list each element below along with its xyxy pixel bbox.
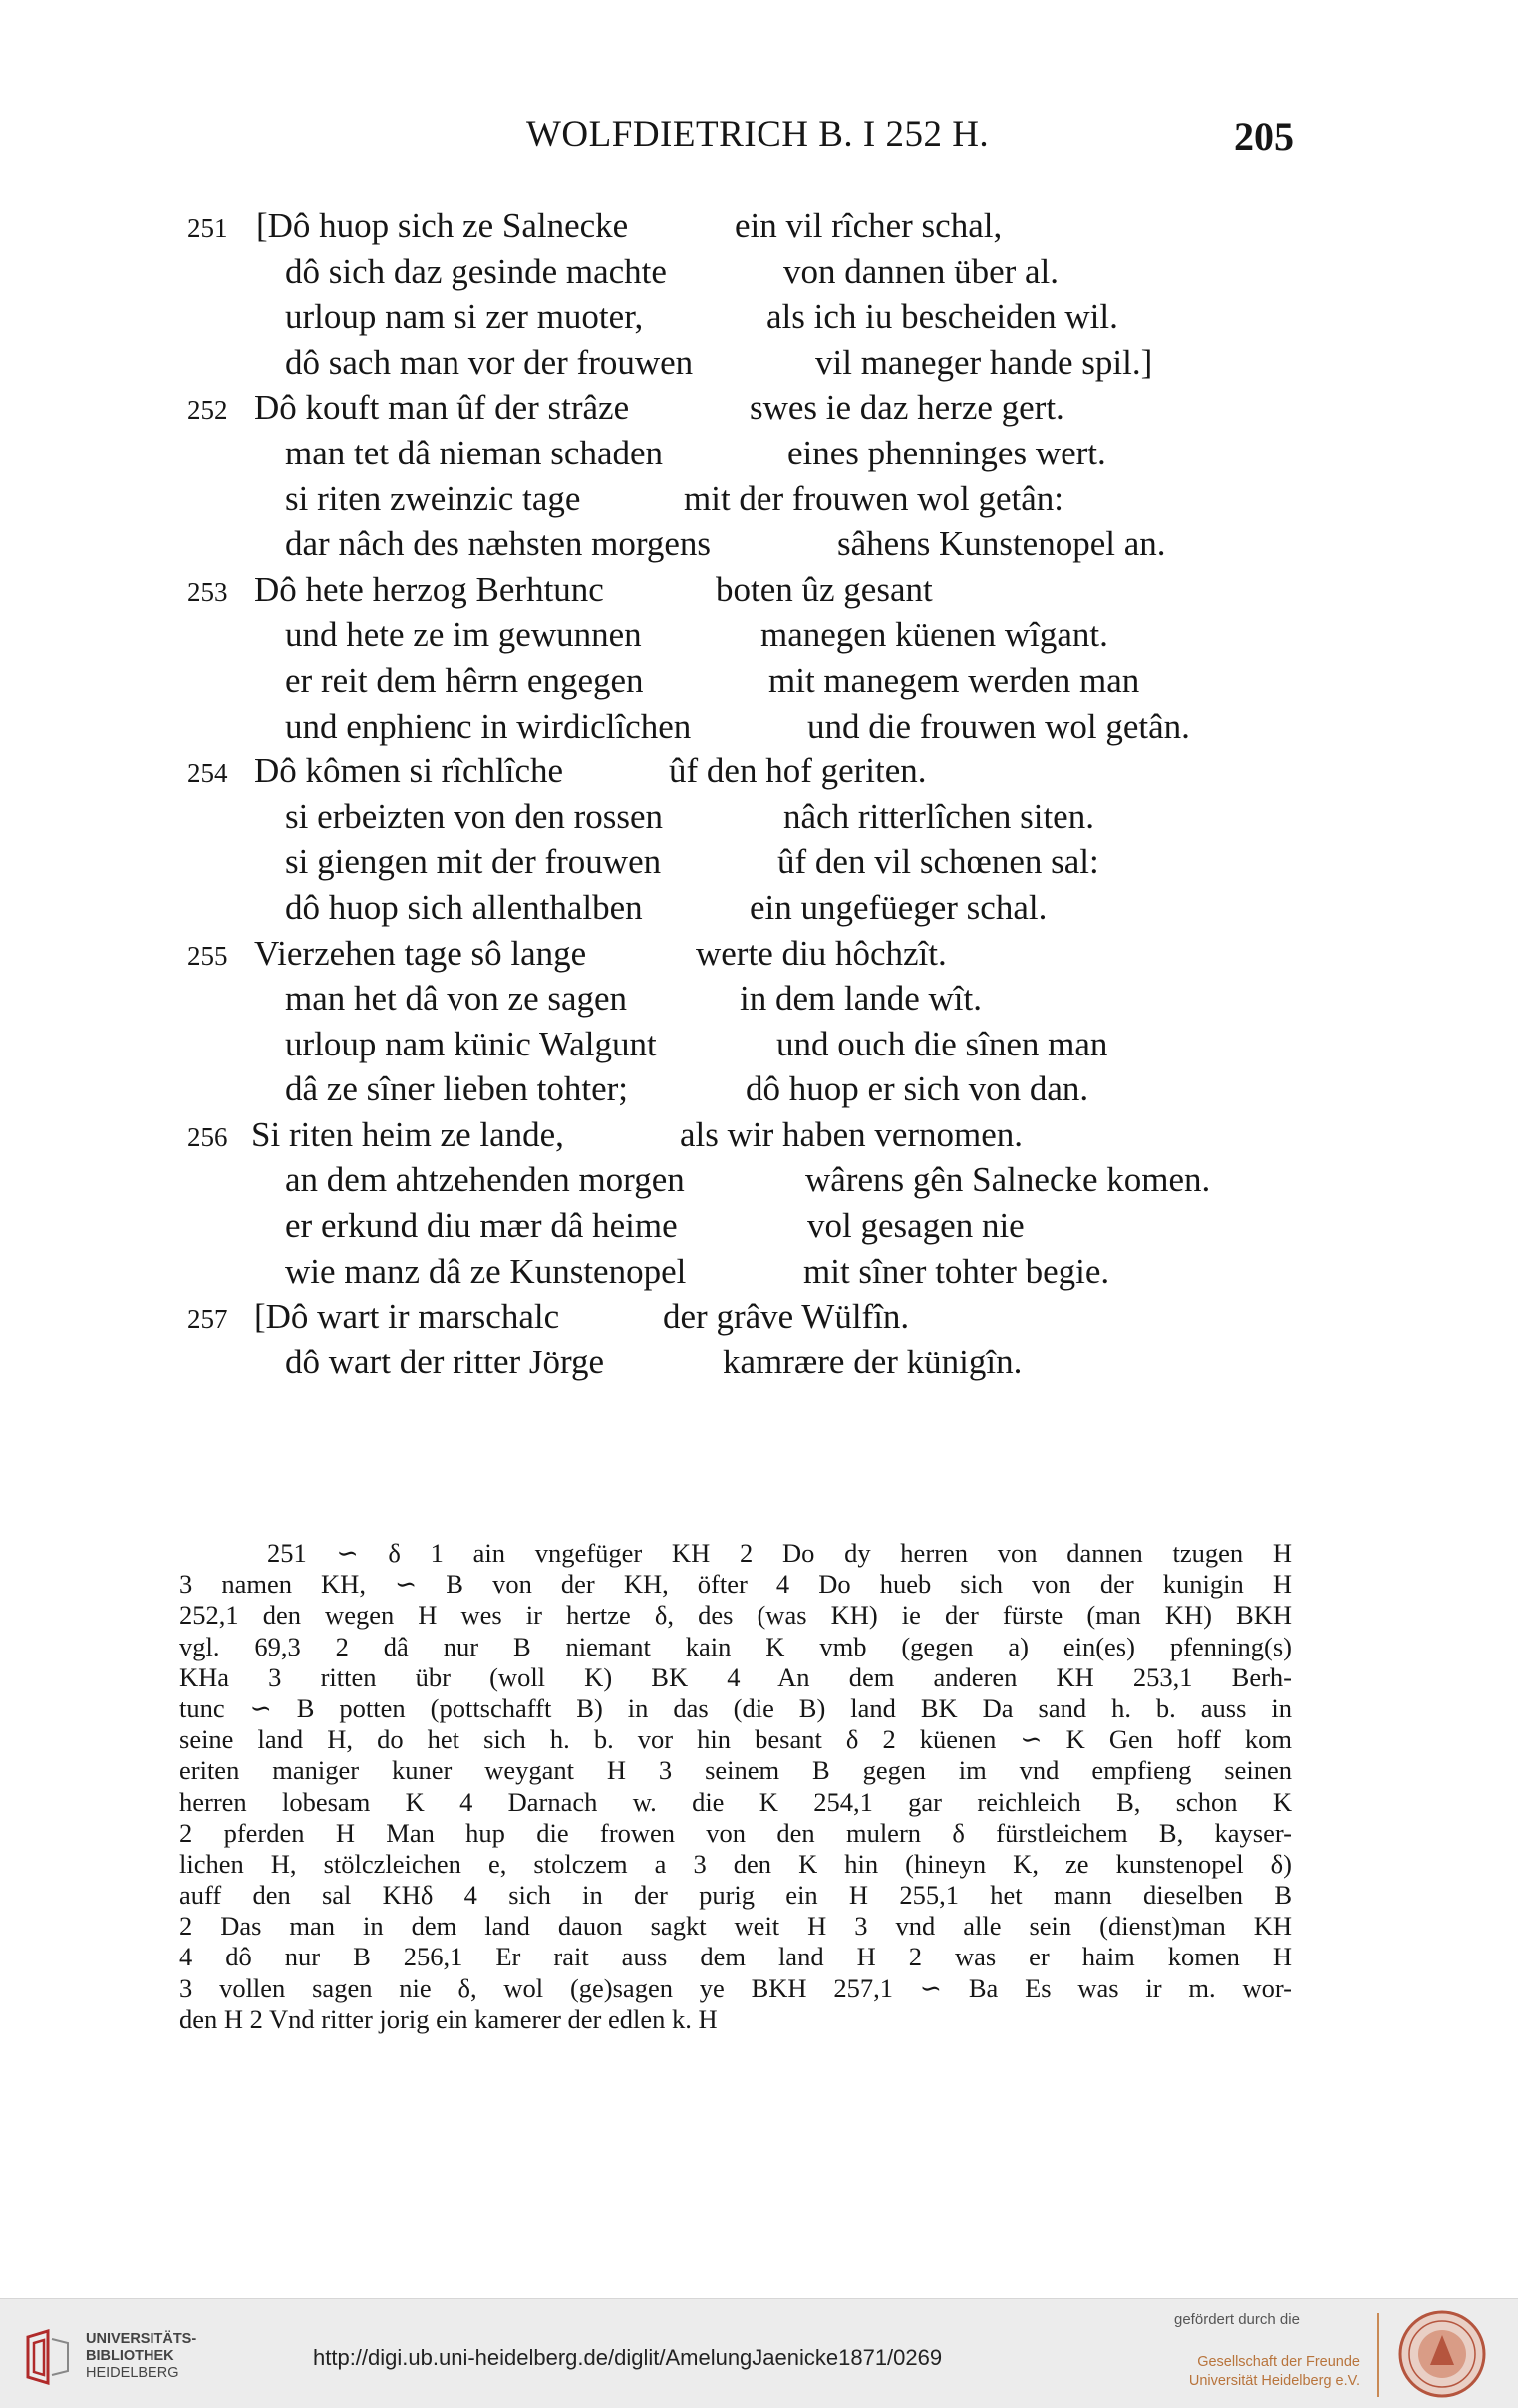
verse-second-half: der grâve Wülfîn.: [663, 1297, 910, 1337]
apparatus-line: vgl. 69,3 2 dâ nur B niemant kain K vmb (gegen a) ein(es) pfenning(s): [179, 1631, 1292, 1661]
verse-line: [0, 249, 1518, 295]
verse-first-half: wie manz dâ ze Kunstenopel: [285, 1251, 687, 1291]
verse-line: [0, 476, 1518, 522]
verse-line: [0, 794, 1518, 840]
apparatus-line: KHa 3 ritten übr (woll K) BK 4 An dem anderen KH 253,1 Berh-: [179, 1661, 1292, 1692]
library-name: [86, 2331, 196, 2382]
verse-second-half: vil maneger hande spil.]: [815, 342, 1153, 382]
viewer-footer: [0, 2298, 1518, 2408]
verse-second-half: werte diu hôchzît.: [696, 933, 947, 973]
verse-second-half: in dem lande wît.: [740, 979, 983, 1019]
apparatus-line: 4 dô nur B 256,1 Er rait auss dem land H 2 was er haim komen H: [179, 1942, 1292, 1972]
apparatus-line: auff den sal KHδ 4 sich in der purig ein H 255,1 het mann dieselben B: [179, 1880, 1292, 1911]
verse-first-half: Dô hete herzog Berhtunc: [254, 569, 604, 609]
verse-second-half: swes ie daz herze gert.: [750, 388, 1064, 428]
verse-first-half: dô huop sich allenthalben: [285, 887, 643, 927]
apparatus-line: eriten maniger kuner weygant H 3 seinem B gegen im vnd empfieng seinen: [179, 1755, 1292, 1786]
verse-first-half: si erbeizten von den rossen: [285, 796, 664, 836]
verse-line: [0, 521, 1518, 567]
verse-second-half: vol gesagen nie: [807, 1206, 1025, 1246]
stanza-number: 251: [187, 213, 228, 243]
apparatus-line: 3 namen KH, ∽ B von der KH, öfter 4 Do hueb sich von der kunigin H: [179, 1569, 1292, 1600]
verse-line: [0, 1022, 1518, 1067]
verse-line: [0, 1249, 1518, 1295]
sponsor-divider: [1377, 2313, 1379, 2397]
verse-first-half: dâ ze sîner lieben tohter;: [285, 1069, 629, 1109]
verse-line: [0, 203, 1518, 249]
verse-second-half: und ouch die sînen man: [776, 1024, 1108, 1063]
stanza-number: 252: [187, 395, 228, 426]
verse-first-half: si giengen mit der frouwen: [285, 842, 662, 882]
verse-line: [0, 885, 1518, 931]
verse-line: [0, 704, 1518, 750]
critical-apparatus: [179, 1538, 1292, 2035]
stanza-number: 253: [187, 576, 228, 607]
stanza-number: 254: [187, 758, 228, 789]
verse-second-half: mit manegem werden man: [768, 660, 1140, 700]
verse-line: [0, 612, 1518, 658]
verse-first-half: und enphienc in wirdiclîchen: [285, 706, 692, 746]
apparatus-line: seine land H, do het sich h. b. vor hin besant δ 2 küenen ∽ K Gen hoff kom: [179, 1724, 1292, 1755]
verse-second-half: kamrære der künigîn.: [723, 1342, 1023, 1381]
verse-second-half: ûf den hof geriten.: [669, 752, 927, 791]
verse-first-half: Vierzehen tage sô lange: [254, 933, 587, 973]
verse-second-half: mit sîner tohter begie.: [803, 1251, 1110, 1291]
verse-second-half: dô huop er sich von dan.: [746, 1069, 1089, 1109]
verse-line: [0, 1340, 1518, 1385]
verse-second-half: manegen küenen wîgant.: [760, 615, 1108, 655]
verse-line: [0, 658, 1518, 704]
verse-line: [0, 431, 1518, 476]
university-seal-icon: [1397, 2309, 1487, 2399]
verse-first-half: si riten zweinzic tage: [285, 478, 581, 518]
running-title: WOLFDIETRICH B. I 252 H.: [526, 114, 990, 154]
verse-second-half: ûf den vil schœnen sal:: [777, 842, 1099, 882]
verse-line: [0, 1066, 1518, 1112]
verse-text: [0, 203, 1518, 1384]
stanza-number: 257: [187, 1304, 228, 1335]
library-name-line1: UNIVERSITÄTS-: [86, 2331, 197, 2347]
apparatus-line: herren lobesam K 4 Darnach w. die K 254,1 gar reichleich B, schon K: [179, 1786, 1292, 1817]
verse-first-half: Dô kouft man ûf der strâze: [254, 388, 630, 428]
apparatus-line: lichen H, stölczleichen e, stolczem a 3 den K hin (hineyn K, ze kunstenopel δ): [179, 1848, 1292, 1879]
sponsor-label: gefördert durch die: [1174, 2311, 1300, 2328]
verse-first-half: man het dâ von ze sagen: [285, 979, 628, 1019]
stanza-number: 256: [187, 1121, 228, 1152]
sponsor-name-line1: Gesellschaft der Freunde: [1197, 2354, 1360, 2370]
apparatus-line: 252,1 den wegen H wes ir hertze δ, des (was KH) ie der fürste (man KH) BKH: [179, 1600, 1292, 1631]
apparatus-line: 2 Das man in dem land dauon sagkt weit H 3 vnd alle sein (dienst)man KH: [179, 1911, 1292, 1942]
verse-line: [0, 839, 1518, 885]
verse-second-half: eines phenninges wert.: [787, 433, 1106, 472]
verse-first-half: dô sich daz gesinde machte: [285, 251, 667, 291]
sponsor-name: [1174, 2353, 1360, 2391]
verse-line: [0, 567, 1518, 613]
verse-first-half: dar nâch des næhsten morgens: [285, 524, 712, 564]
verse-line: [0, 749, 1518, 794]
stanza-number: 255: [187, 940, 228, 971]
library-name-line3: HEIDELBERG: [86, 2365, 179, 2381]
verse-first-half: urloup nam künic Walgunt: [285, 1024, 657, 1063]
verse-first-half: er erkund diu mær dâ heime: [285, 1206, 678, 1246]
verse-first-half: er reit dem hêrrn engegen: [285, 660, 644, 700]
verse-second-half: ein vil rîcher schal,: [735, 206, 1003, 245]
verse-line: [0, 931, 1518, 977]
sponsor-name-line2: Universität Heidelberg e.V.: [1188, 2373, 1360, 2389]
verse-second-half: ein ungefüeger schal.: [750, 887, 1048, 927]
page-header: [0, 113, 1518, 162]
apparatus-line: 251 ∽ δ 1 ain vngefüger KH 2 Do dy herren von dannen tzugen H: [267, 1538, 1292, 1568]
apparatus-line: 2 pferden H Man hup die frowen von den mulern δ fürstleichem B, kayser-: [179, 1817, 1292, 1848]
verse-second-half: nâch ritterlîchen siten.: [783, 796, 1094, 836]
verse-line: [0, 1112, 1518, 1158]
verse-first-half: an dem ahtzehenden morgen: [285, 1160, 685, 1200]
verse-first-half: urloup nam si zer muoter,: [285, 297, 644, 337]
apparatus-line: den H 2 Vnd ritter jorig ein kamerer der edlen k. H: [179, 2003, 718, 2034]
verse-line: [0, 976, 1518, 1022]
apparatus-line: tunc ∽ B potten (pottschafft B) in das (die B) land BK Da sand h. b. auss in: [179, 1692, 1292, 1723]
library-name-line2: BIBLIOTHEK: [86, 2348, 174, 2364]
verse-first-half: dô wart der ritter Jörge: [285, 1342, 605, 1381]
verse-line: [0, 1203, 1518, 1249]
verse-line: [0, 385, 1518, 431]
apparatus-line: 3 vollen sagen nie δ, wol (ge)sagen ye BKH 257,1 ∽ Ba Es was ir m. wor-: [179, 1972, 1292, 2003]
verse-second-half: sâhens Kunstenopel an.: [837, 524, 1166, 564]
verse-first-half: man tet dâ nieman schaden: [285, 433, 664, 472]
page-number: 205: [1234, 114, 1294, 158]
verse-second-half: mit der frouwen wol getân:: [684, 478, 1064, 518]
permalink-url[interactable]: http://digi.ub.uni-heidelberg.de/diglit/AmelungJaenicke1871/0269: [313, 2345, 943, 2370]
verse-second-half: von dannen über al.: [783, 251, 1060, 291]
verse-second-half: und die frouwen wol getân.: [807, 706, 1190, 746]
verse-second-half: wârens gên Salnecke komen.: [805, 1160, 1211, 1200]
verse-line: [0, 340, 1518, 386]
verse-first-half: Dô kômen si rîchlîche: [254, 752, 564, 791]
verse-line: [0, 1294, 1518, 1340]
verse-line: [0, 1157, 1518, 1203]
university-library-logo-icon: [22, 2329, 74, 2385]
verse-first-half: dô sach man vor der frouwen: [285, 342, 694, 382]
verse-first-half: [Dô wart ir marschalc: [254, 1297, 560, 1337]
verse-first-half: [Dô huop sich ze Salnecke: [256, 206, 629, 245]
verse-second-half: boten ûz gesant: [716, 569, 933, 609]
verse-second-half: als wir haben vernomen.: [680, 1114, 1024, 1154]
verse-first-half: Si riten heim ze lande,: [251, 1114, 564, 1154]
verse-first-half: und hete ze im gewunnen: [285, 615, 642, 655]
verse-second-half: als ich iu bescheiden wil.: [766, 297, 1118, 337]
verse-line: [0, 294, 1518, 340]
